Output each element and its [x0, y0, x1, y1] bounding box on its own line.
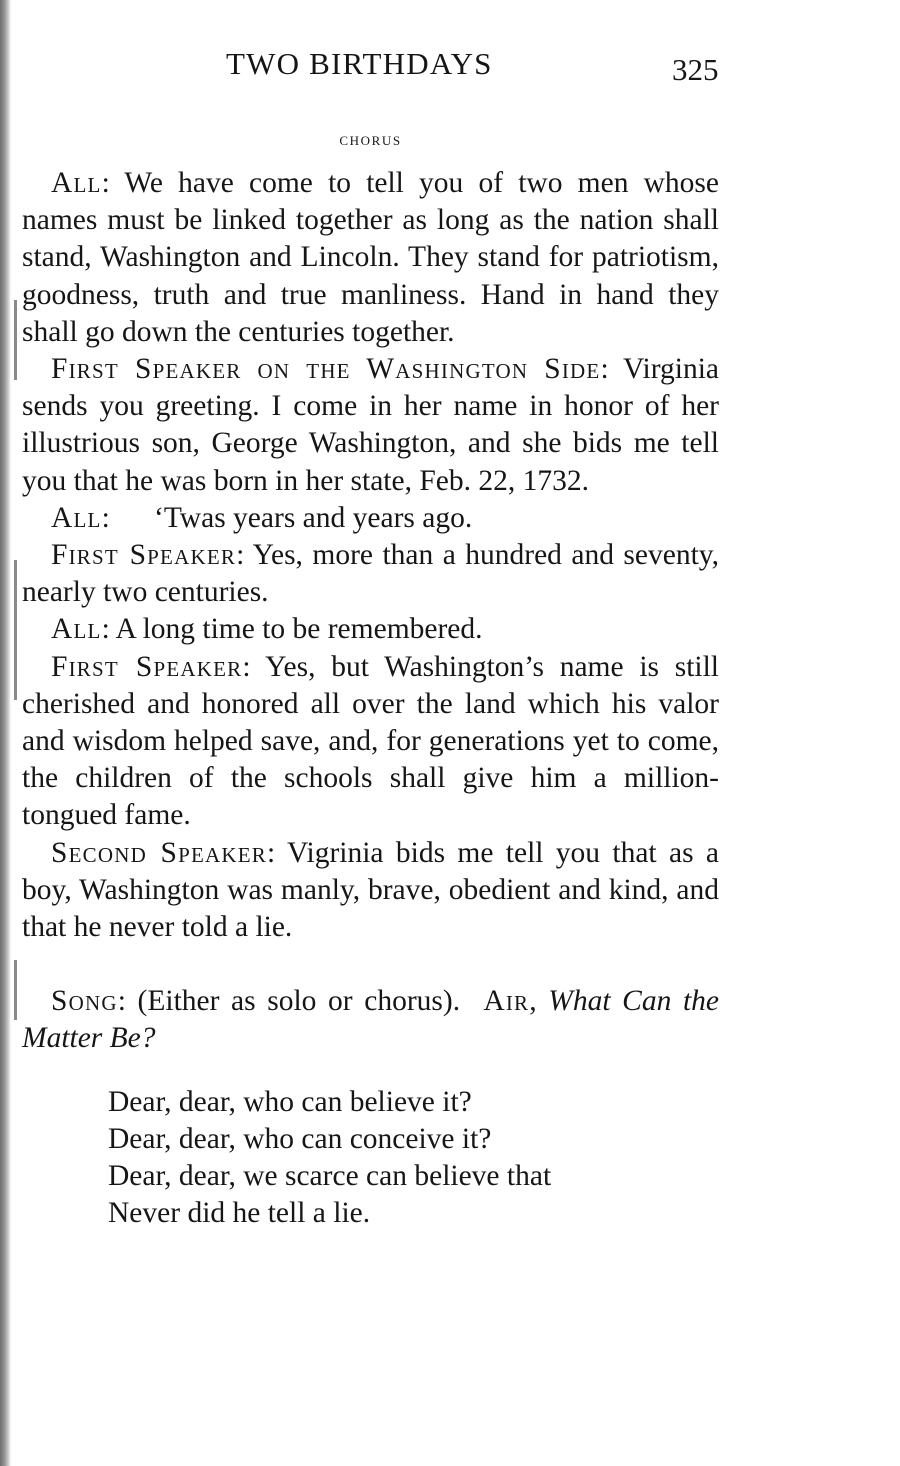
speech-text: Virginia sends you greeting. I come in her name in honor of her illustrious son, George Washington, and she bids me tell you that he was born in her state, Feb. 22, 1732.: [22, 353, 719, 497]
speaker-separator: :: [266, 836, 287, 869]
speaker-separator: :: [242, 650, 266, 683]
speech-text: Vigrinia bids me tell you that as a boy, Washington was manly, brave, obedient and kind, and that he never told a lie.: [22, 836, 719, 944]
speaker-separator: :: [101, 613, 116, 646]
speaker-name: All: [51, 501, 102, 534]
dialogue-paragraph: [22, 500, 719, 537]
dialogue-paragraph: [22, 835, 719, 947]
dialogue-paragraph: [22, 165, 719, 351]
speaker-name: First Speaker: [51, 539, 237, 572]
speech-text: A long time to be remembered.: [115, 613, 483, 646]
dialogue-paragraph: [22, 611, 719, 648]
speaker-separator: :: [101, 167, 125, 199]
page-body: [22, 126, 719, 1232]
speaker-name: Second Speaker: [51, 836, 267, 869]
speech-text: We have come to tell you of two men whose names must be linked together as long as the nation shall stand, Washington and Lincoln. They stand for patriotism, goodness, truth and true manliness. Hand in hand they shall go down the centuries together.: [22, 167, 719, 348]
song-label: Song: [51, 985, 118, 1018]
speaker-name: All: [51, 613, 102, 646]
running-title: TWO BIRTHDAYS: [226, 46, 493, 81]
air-title: What Can the Matter Be?: [22, 985, 719, 1055]
dialogue-paragraph: [22, 537, 719, 611]
scan-edge-speck: [14, 960, 17, 1020]
speech-text: Yes, more than a hundred and seventy, nearly two centuries.: [22, 539, 719, 609]
air-label: Air: [483, 985, 530, 1018]
speaker-name: First Speaker on the Washington Side: [51, 353, 601, 386]
song-instruction: (Either as solo or chorus).: [137, 985, 461, 1018]
song-paragraph: [22, 983, 719, 1057]
air-separator: ,: [529, 985, 549, 1018]
scan-edge-speck: [14, 560, 17, 700]
speaker-separator: :: [600, 353, 623, 386]
song-verse: [108, 1084, 719, 1233]
speaker-separator: :: [101, 501, 155, 534]
page-number: 325: [672, 52, 719, 87]
speech-text: Yes, but Washington’s name is still cherished and honored all over the land which his valor and wisdom helped save, and, for generations yet to come, the children of the schools shall give him a million-tongued fame.: [22, 650, 719, 832]
dialogue-paragraph: [22, 649, 719, 835]
dialogue-paragraph: [22, 351, 719, 500]
verse-line: Dear, dear, we scarce can believe that: [108, 1160, 552, 1193]
section-gap: [22, 946, 719, 983]
verse-line: Dear, dear, who can believe it?: [108, 1085, 472, 1118]
section-heading: chorus: [339, 129, 402, 150]
verse-line: Never did he tell a lie.: [108, 1197, 371, 1230]
speaker-name: First Speaker: [51, 650, 243, 683]
speaker-name: All: [51, 167, 102, 199]
speaker-separator: :: [236, 539, 253, 572]
speech-text: ‘Twas years and years ago.: [154, 501, 473, 534]
page-header: [0, 46, 900, 90]
scan-edge-speck: [14, 300, 17, 380]
verse-line: Dear, dear, who can conceive it?: [108, 1122, 492, 1155]
song-separator: :: [117, 985, 138, 1018]
scan-binding-edge: [0, 0, 11, 1466]
